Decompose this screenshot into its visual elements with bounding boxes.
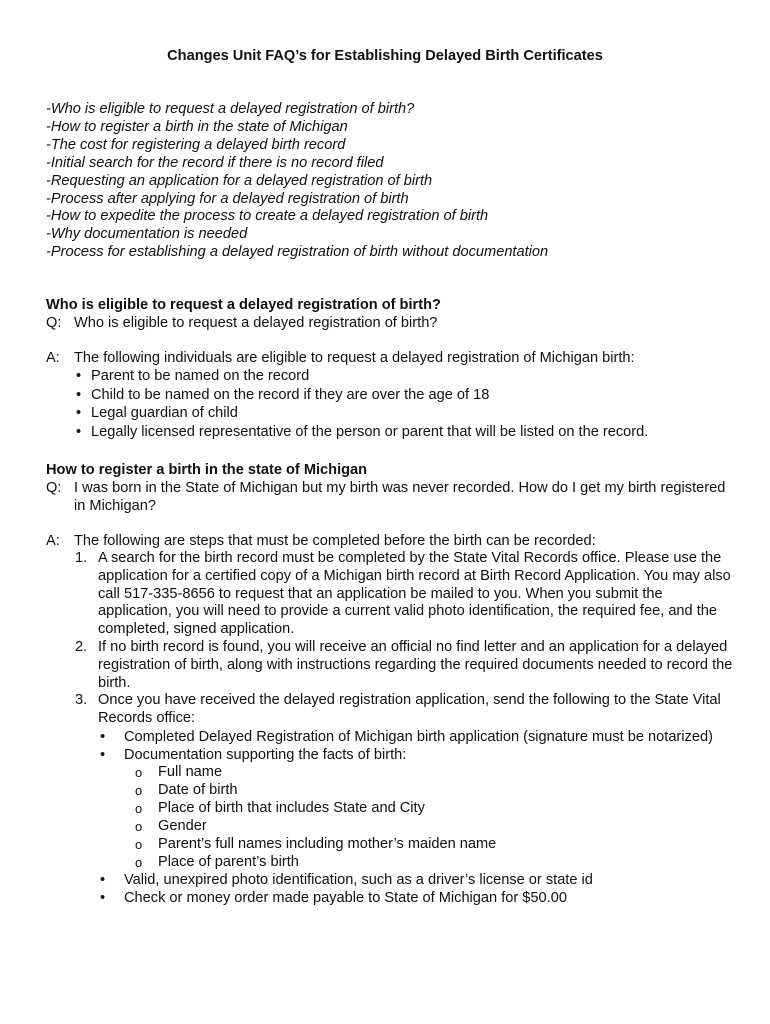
registration-steps-list	[46, 550, 736, 728]
topic-item: -Initial search for the record if there is no record filed	[46, 154, 384, 171]
topic-item: -Who is eligible to request a delayed registration of birth?	[46, 101, 415, 117]
page-title: Changes Unit FAQ’s for Establishing Delayed Birth Certificates	[167, 48, 603, 64]
list-item: o Full name	[46, 764, 736, 782]
facts-of-birth-list	[46, 764, 736, 871]
topic-item: -How to expedite the process to create a delayed registration of birth	[46, 208, 489, 225]
submission-items-list	[46, 728, 736, 764]
topic-item: -Why documentation is needed	[46, 226, 248, 243]
documentation-label: Documentation supporting the facts of birth:	[124, 746, 407, 763]
question-label: Q:	[46, 315, 62, 331]
list-item: o Place of birth that includes State and City	[46, 800, 736, 818]
submission-items-list-continued	[46, 871, 736, 907]
list-item: o Place of parent’s birth	[46, 854, 736, 872]
list-item: o Parent’s full names including mother’s maiden name	[46, 836, 736, 854]
step-text: Once you have received the delayed registration application, send the following to the State Vital Records office:	[98, 692, 721, 727]
topic-item: -Process after applying for a delayed registration of birth	[46, 190, 409, 207]
question-text: I was born in the State of Michigan but my birth was never recorded. How do I get my birth registered in Michigan?	[74, 480, 726, 514]
list-item	[46, 746, 736, 764]
list-item: • Completed Delayed Registration of Michigan birth application (signature must be notarized)	[46, 728, 736, 746]
list-item: • Legally licensed representative of the person or parent that will be listed on the record.	[46, 423, 736, 442]
step-item	[46, 550, 736, 639]
step-number: 1.	[75, 550, 88, 566]
list-item: • Check or money order made payable to State of Michigan for $50.00	[46, 889, 736, 907]
eligible-individuals-list	[46, 367, 736, 442]
eligibility-section	[46, 296, 736, 442]
answer-block	[46, 532, 736, 550]
list-item: • Legal guardian of child	[46, 404, 736, 423]
question-block	[46, 479, 736, 515]
topics-list	[46, 101, 548, 262]
topic-item: -How to register a birth in the state of Michigan	[46, 118, 348, 135]
step-item	[46, 692, 736, 728]
step-number: 3.	[75, 692, 88, 709]
topic-item: -The cost for registering a delayed birth record	[46, 136, 346, 153]
step-text: If no birth record is found, you will receive an official no find letter and an application for a delayed registration of birth, along with instructions regarding the required documents needed to record the birth.	[98, 638, 733, 691]
answer-label: A:	[46, 533, 60, 549]
answer-text: The following are steps that must be completed before the birth can be recorded:	[74, 533, 596, 549]
question-text: Who is eligible to request a delayed registration of birth?	[74, 315, 438, 331]
question-block	[46, 314, 736, 332]
registration-section	[46, 461, 736, 907]
list-item: • Parent to be named on the record	[46, 367, 736, 386]
list-item: o Date of birth	[46, 782, 736, 800]
answer-label: A:	[46, 350, 60, 366]
section-heading: How to register a birth in the state of Michigan	[46, 462, 368, 478]
step-number: 2.	[75, 638, 88, 655]
step-text: A search for the birth record must be completed by the State Vital Records office. Please use the application for a certified copy of a Michigan birth record at Birth Record Application. You may also call 517-335-8656 to request that an application be mailed to you. When you submit the application, you will need to provide a current valid photo identification, the required fee, and the completed, signed application.	[98, 550, 731, 638]
section-heading: Who is eligible to request a delayed registration of birth?	[46, 297, 441, 313]
topic-item: -Process for establishing a delayed registration of birth without documentation	[46, 244, 549, 261]
answer-text: The following individuals are eligible to request a delayed registration of Michigan birth:	[74, 350, 635, 366]
question-label: Q:	[46, 480, 62, 496]
list-item: o Gender	[46, 818, 736, 836]
step-item	[46, 639, 736, 692]
list-item: • Child to be named on the record if they are over the age of 18	[46, 386, 736, 405]
topic-item: -Requesting an application for a delayed registration of birth	[46, 172, 433, 189]
answer-block	[46, 349, 736, 367]
list-item: • Valid, unexpired photo identification, such as a driver’s license or state id	[46, 871, 736, 889]
